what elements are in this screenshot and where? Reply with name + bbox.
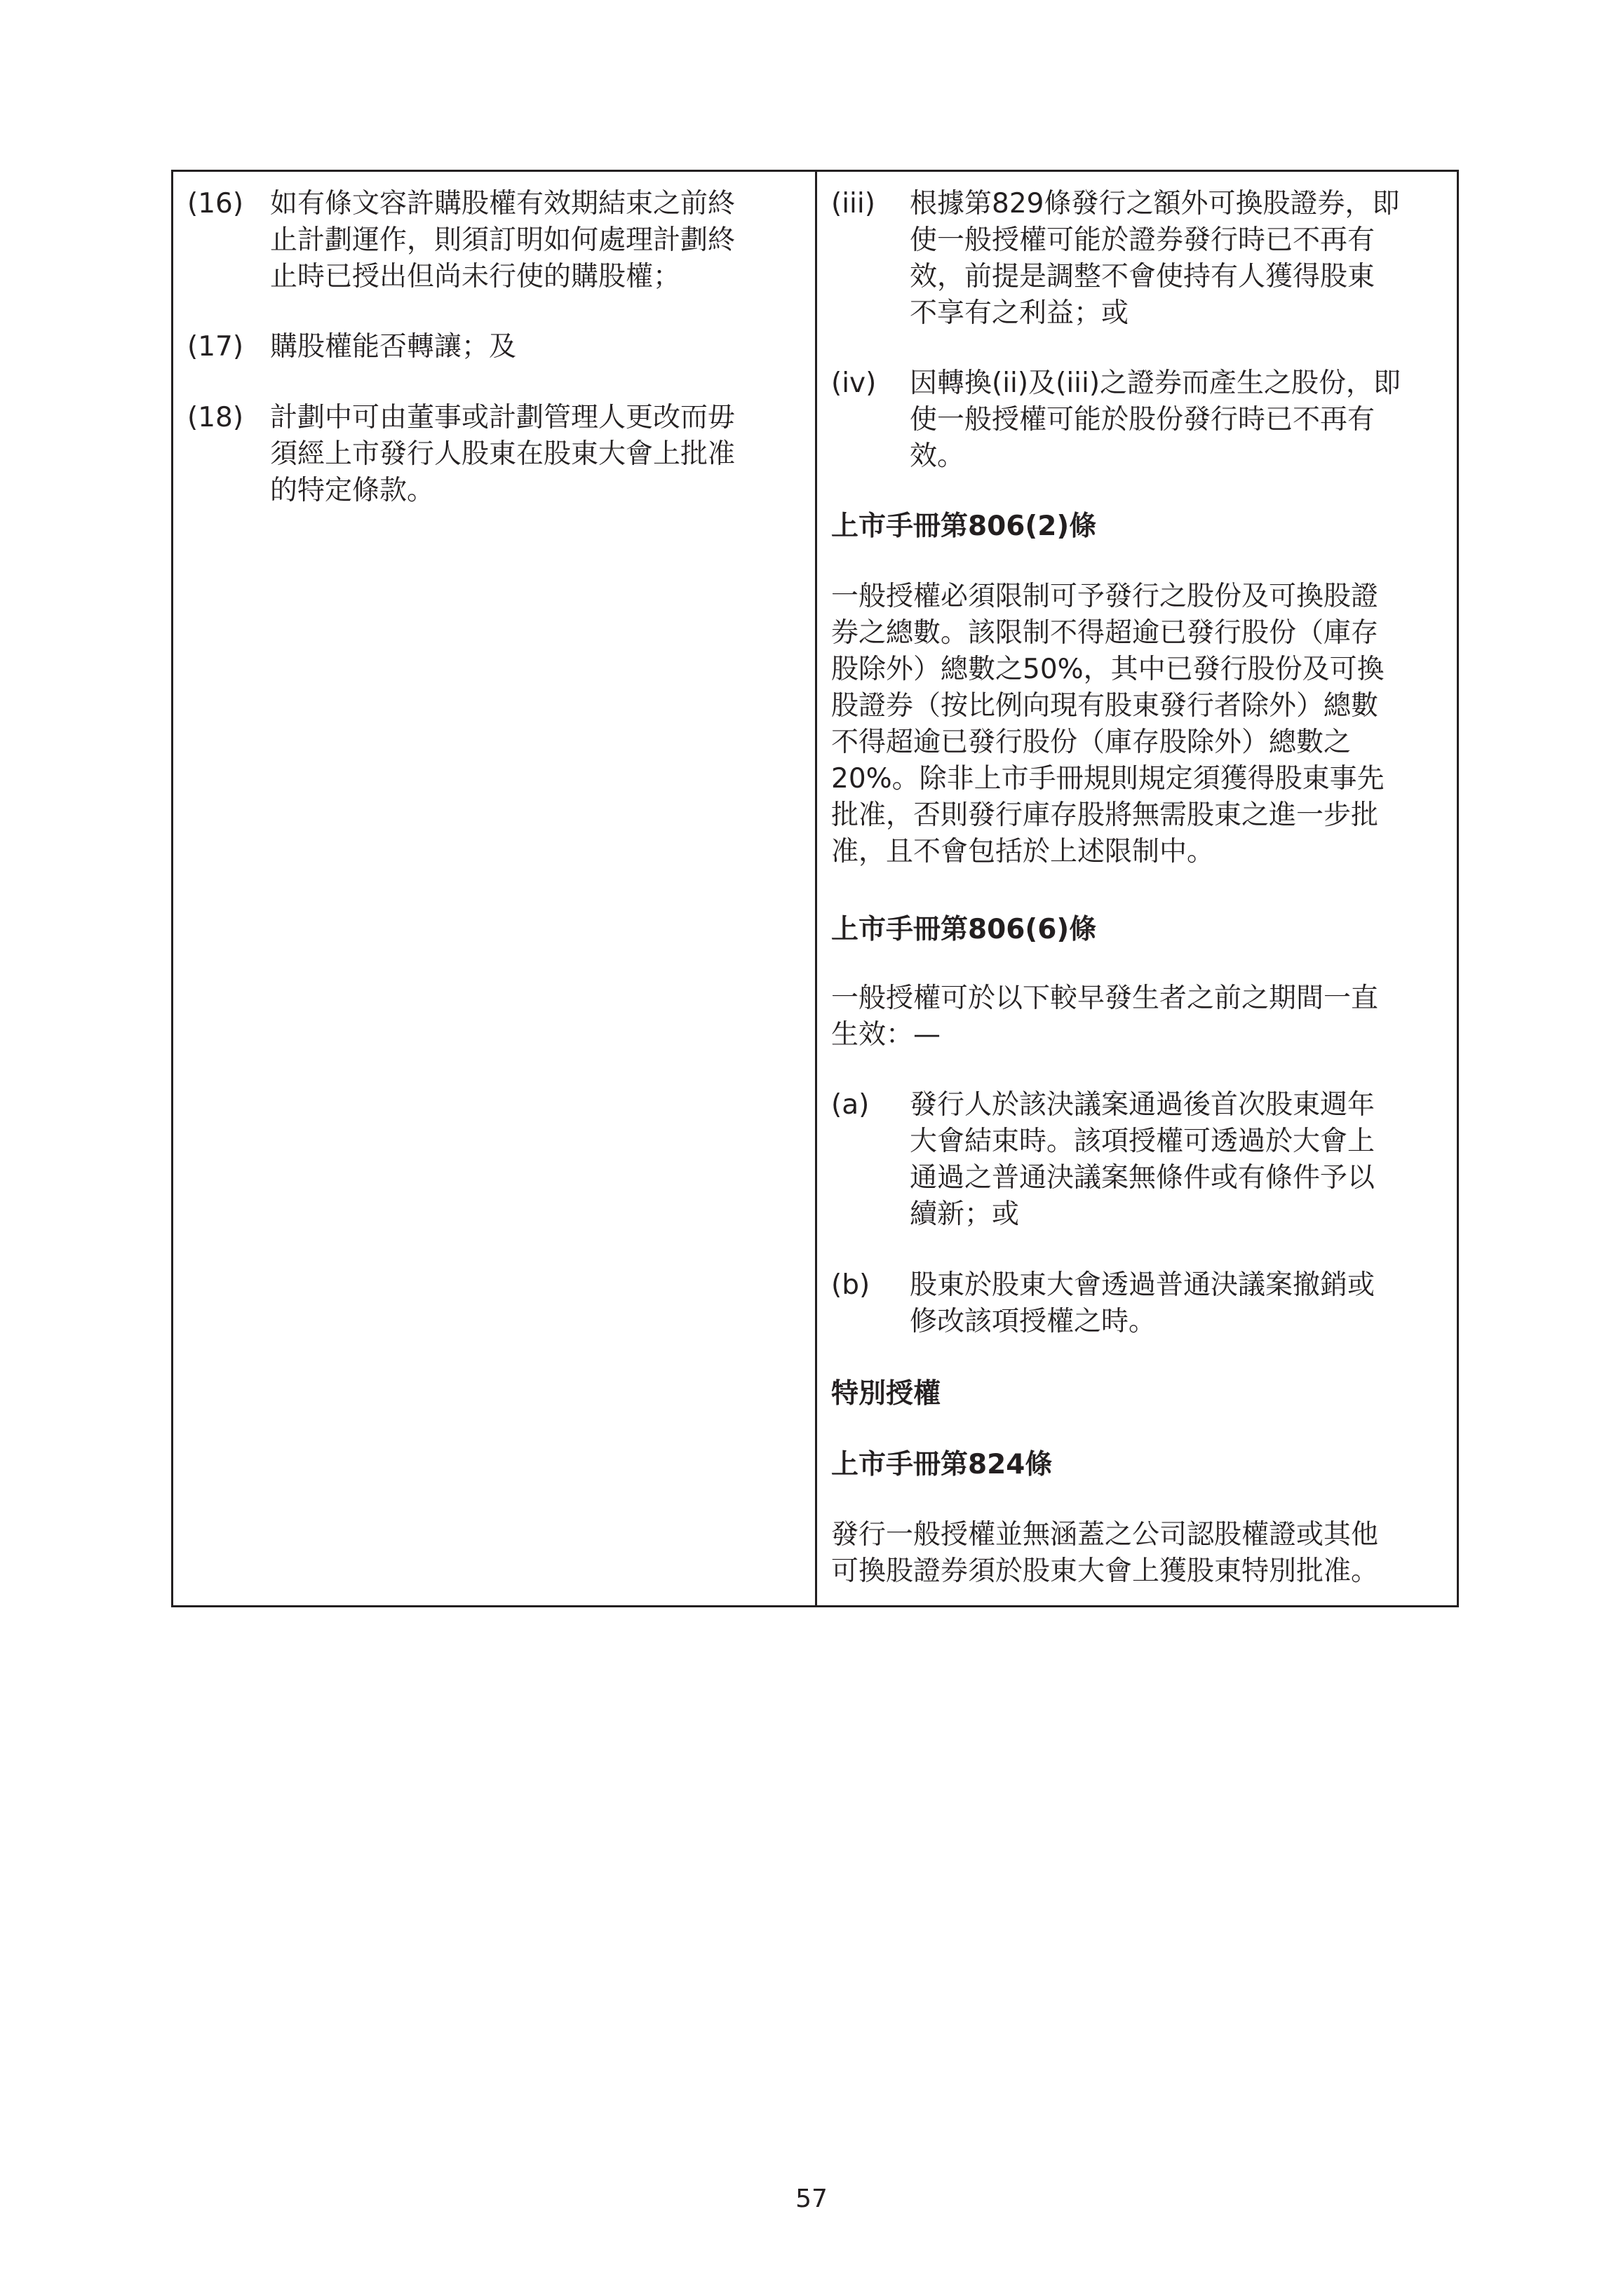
item-text: 根據第829條發行之額外可換股證券，即 使一般授權可能於證券發行時已不再有 效，前提是調整不會使持有人獲得股東 不享有之利益；或 [910, 188, 1400, 329]
item-text: 如有條文容許購股權有效期結束之前終 止計劃運作，則須訂明如何處理計劃終 止時已授出但尚未行使的購股權； [270, 188, 736, 292]
paragraph: 發行一般授權並無涵蓋之公司認股權證或其他 可換股證券須於股東大會上獲股東特別批准。 [831, 1519, 1379, 1587]
item-number: (iv) [831, 367, 877, 399]
item-number: (18) [187, 402, 244, 433]
item-text: 發行人於該決議案通過後首次股東週年 大會結束時。該項授權可透過於大會上 通過之普通決議案無條件或有條件予以 續新；或 [910, 1089, 1375, 1230]
item-text: 股東於股東大會透過普通決議案撤銷或 修改該項授權之時。 [910, 1269, 1375, 1337]
column-divider [815, 172, 817, 1605]
item-number: (17) [187, 331, 244, 363]
item-number: (iii) [831, 188, 875, 220]
item-number: (b) [831, 1269, 870, 1301]
section-heading: 上市手冊第806(2)條 [831, 511, 1097, 542]
section-heading: 上市手冊第824條 [831, 1449, 1053, 1480]
item-text: 購股權能否轉讓；及 [270, 331, 517, 363]
paragraph: 一般授權可於以下較早發生者之前之期間一直 生效：— [831, 982, 1379, 1051]
section-heading: 特別授權 [831, 1378, 941, 1410]
section-heading: 上市手冊第806(6)條 [831, 914, 1097, 945]
item-number: (16) [187, 188, 244, 220]
item-number: (a) [831, 1089, 870, 1121]
item-text: 計劃中可由董事或計劃管理人更改而毋 須經上市發行人股東在股東大會上批准 的特定條款。 [270, 402, 736, 506]
paragraph: 一般授權必須限制可予發行之股份及可換股證 券之總數。該限制不得超逾已發行股份（庫存 股除外）總數之50%，其中已發行股份及可換 股證券（按比例向現有股東發行者除外）總數 不得超逾已發行股份（庫存股除外）總數之 20%。除非上市手冊規則規定須獲得股東事先 批准，否則發行庫存股將無需股東之進一步批 准，且不會包括於上述限制中。 [831, 581, 1385, 867]
page-number: 57 [795, 2184, 828, 2213]
two-column-table [171, 170, 1459, 1607]
item-text: 因轉換(ii)及(iii)之證券而產生之股份，即 使一般授權可能於股份發行時已不再有 效。 [910, 367, 1401, 472]
